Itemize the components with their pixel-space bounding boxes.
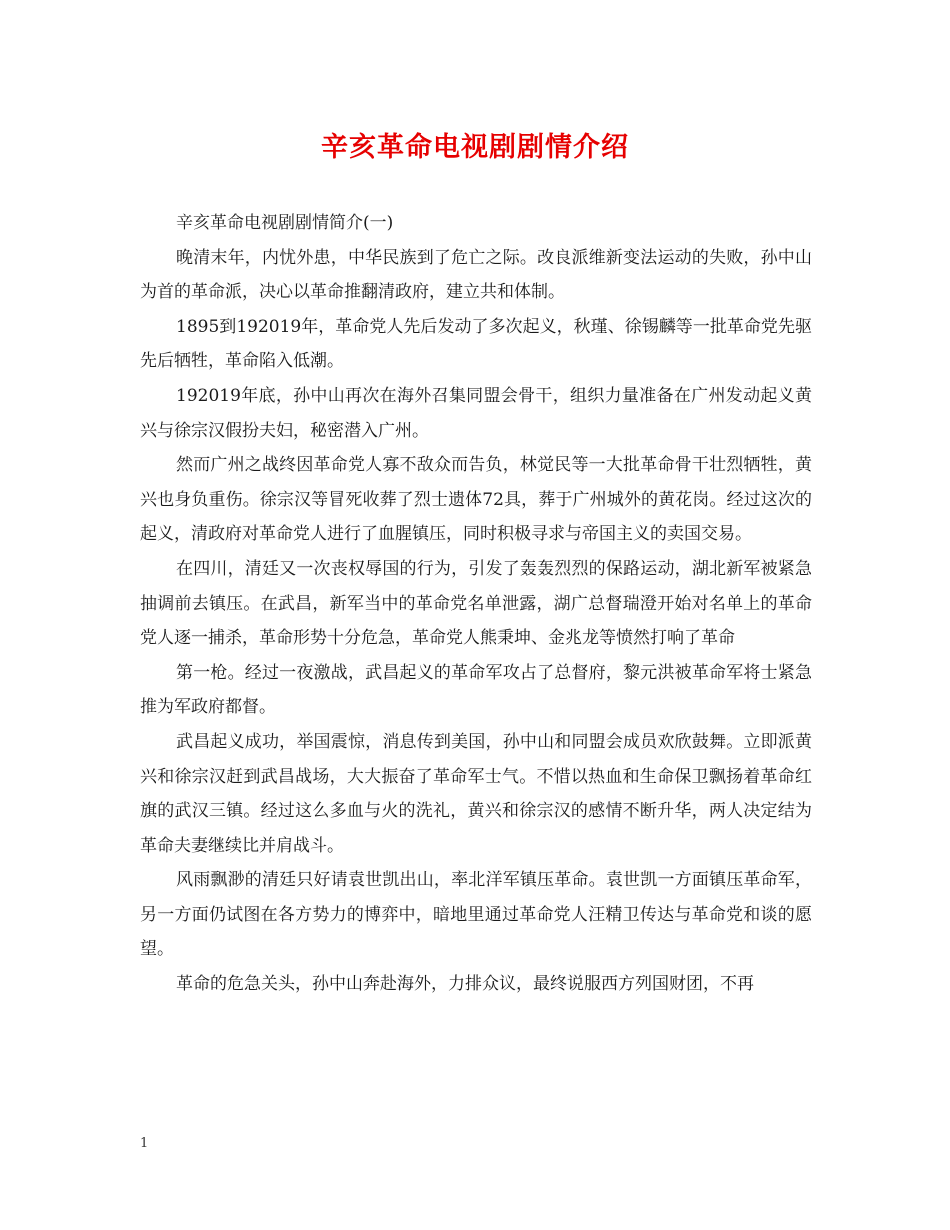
paragraph: 在四川，清廷又一次丧权辱国的行为，引发了轰轰烈烈的保路运动，湖北新军被紧急抽调前去镇压。在武昌，新军当中的革命党名单泄露，湖广总督瑞澄开始对名单上的革命党人逐一捕杀，革命形势十分危急，革命党人熊秉坤、金兆龙等愤然打响了革命 (140, 558, 812, 649)
paragraph: 武昌起义成功，举国震惊，消息传到美国，孙中山和同盟会成员欢欣鼓舞。立即派黄兴和徐宗汉赶到武昌战场，大大振奋了革命军士气。不惜以热血和生命保卫飘扬着革命红旗的武汉三镇。经过这么多血与火的洗礼，黄兴和徐宗汉的感情不断升华，两人决定结为革命夫妻继续比并肩战斗。 (140, 731, 812, 856)
paragraph-subtitle: 辛亥革命电视剧剧情简介(一) (176, 213, 394, 233)
page-number: 1 (140, 1136, 149, 1151)
paragraph: 然而广州之战终因革命党人寡不敌众而告负，林觉民等一大批革命骨干壮烈牺牲，黄兴也身负重伤。徐宗汉等冒死收葬了烈士遗体72具，葬于广州城外的黄花岗。经过这次的起义，清政府对革命党人进行了血腥镇压，同时积极寻求与帝国主义的卖国交易。 (140, 455, 812, 545)
paragraph: 风雨飘渺的清廷只好请袁世凯出山，率北洋军镇压革命。袁世凯一方面镇压革命军，另一方面仍试图在各方势力的博弈中，暗地里通过革命党人汪精卫传达与革命党和谈的愿望。 (140, 870, 812, 960)
paragraph: 192019年底，孙中山再次在海外召集同盟会骨干，组织力量准备在广州发动起义黄兴与徐宗汉假扮夫妇，秘密潜入广州。 (140, 385, 812, 441)
paragraph: 第一枪。经过一夜激战，武昌起义的革命军攻占了总督府，黎元洪被革命军将士紧急推为军政府都督。 (140, 662, 812, 718)
document-title: 辛亥革命电视剧剧情介绍 (321, 132, 629, 163)
document-body (140, 206, 812, 1002)
paragraph: 革命的危急关头，孙中山奔赴海外，力排众议，最终说服西方列国财团，不再 (176, 974, 754, 995)
paragraph: 晚清末年，内忧外患，中华民族到了危亡之际。改良派维新变法运动的失败，孙中山为首的革命派，决心以革命推翻清政府，建立共和体制。 (140, 247, 812, 303)
paragraph: 1895到192019年，革命党人先后发动了多次起义，秋瑾、徐锡麟等一批革命党先驱先后牺牲，革命陷入低潮。 (140, 316, 812, 372)
